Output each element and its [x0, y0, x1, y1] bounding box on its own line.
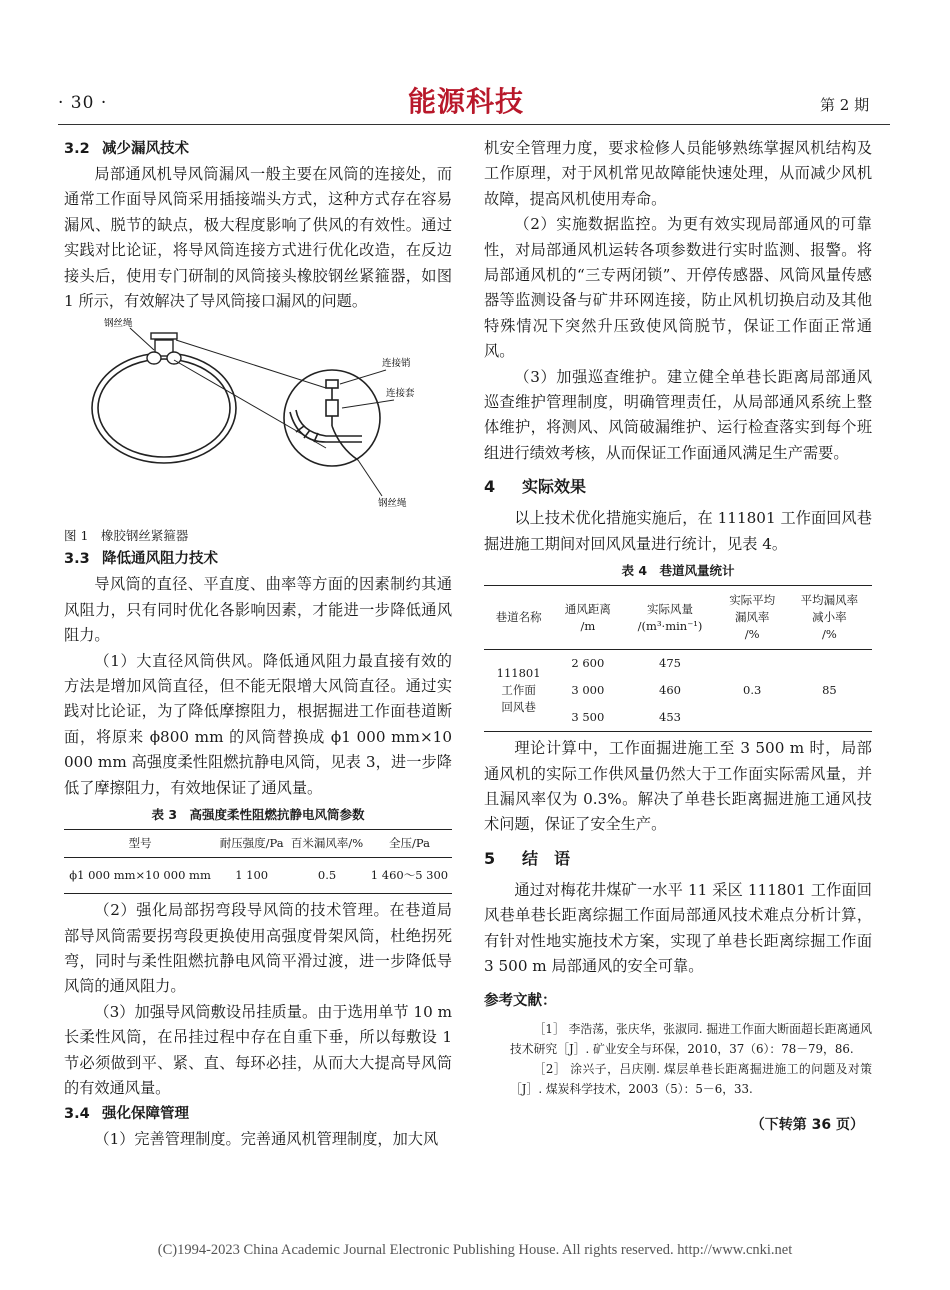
table-cell: 0.5 — [287, 858, 367, 894]
table-cell: ϕ1 000 mm×10 000 mm — [64, 858, 216, 894]
paragraph: （3）加强导风筒敷设吊挂质量。由于选用单节 10 m 长柔性风筒，在吊挂过程中存在自重下垂，所以每敷设 1 节必须做到平、紧、直、每环必挂，从而大大提高导风筒的有效通风量。 — [64, 1002, 452, 1097]
section-3-4-heading: 3.4 强化保障管理 — [64, 1106, 189, 1123]
table-4 — [484, 585, 872, 732]
figure-1 — [64, 318, 452, 526]
right-column — [484, 136, 872, 1138]
table-header: 实际风量 /(m³·min⁻¹) — [622, 586, 717, 650]
table-header: 通风距离 /m — [553, 586, 622, 650]
paragraph: 理论计算中，工作面掘进施工至 3 500 m 时，局部通风机的实际工作供风量仍然大于工作面实际需风量，并且漏风率仅为 0.3%。解决了单巷长距离掘进施工通风技术问题，保证了安全生产。 — [484, 739, 872, 834]
label-wire-rope-right: 钢丝绳 — [378, 498, 407, 510]
paragraph: 导风筒的直径、平直度、曲率等方面的因素制约其通风阻力，只有同时优化各影响因素，才能进一步降低通风阻力。 — [64, 575, 452, 645]
section-4-heading: 4 实际效果 — [484, 477, 587, 497]
table-header: 百米漏风率/% — [287, 830, 367, 858]
figure-caption: 图 1 橡胶钢丝紧箍器 — [64, 528, 189, 544]
table-cell: 2 600 — [571, 656, 605, 671]
table-cell: 1 460～5 300 — [367, 858, 452, 894]
paragraph: 通过对梅花井煤矿一水平 11 采区 111801 工作面回风巷单巷长距离综掘工作面局部通风技术难点分析计算，有针对性地实施技术方案，实现了单巷长距离综掘工作面 3 500 m 局部通风的安全可靠。 — [484, 880, 872, 975]
table-header: 型号 — [64, 830, 216, 858]
table-header: 平均漏风率 减小率 /% — [787, 586, 872, 650]
table-header: 实际平均 漏风率 /% — [718, 586, 787, 650]
paragraph: 以上技术优化措施实施后，在 111801 工作面回风巷掘进施工期间对回风风量进行统计，见表 4。 — [484, 509, 872, 553]
paragraph: 局部通风机导风筒漏风一般主要在风筒的连接处，而通常工作面导风筒采用插接端头方式，这种方式存在容易漏风、脱节的缺点，极大程度影响了供风的有效性。通过实践对比论证，将导风筒连接方式进行优化改造，在反边接头后，使用专门研制的风筒接头橡胶钢丝紧箍器，如图 1 所示，有效解决了导风筒接口漏风的问题。 — [64, 165, 452, 311]
table-cell: 1 100 — [216, 858, 287, 894]
table-cell-reduce: 85 — [787, 650, 872, 732]
section-3-3-heading: 3.3 降低通风阻力技术 — [64, 551, 218, 568]
paragraph: 机安全管理力度，要求检修人员能够熟练掌握风机结构及工作原理，对于风机常见故障能快速处理，从而减少风机故障，提高风机使用寿命。 — [484, 139, 872, 208]
label-pin: 连接销 — [382, 358, 411, 370]
table-3 — [64, 829, 452, 894]
reference-item: ［2］ 涂兴子，吕庆刚. 煤层单巷长距离掘进施工的问题及对策［J］. 煤炭科学技术，2003（5）：5－6，33. — [510, 1061, 872, 1096]
label-sleeve: 连接套 — [386, 388, 415, 400]
copyright-footer: (C)1994-2023 China Academic Journal Electronic Publishing House. All rights reserved. http://www.cnki.net — [157, 1242, 793, 1258]
section-3-2-heading: 3.2 减少漏风技术 — [64, 141, 189, 157]
table-header: 全压/Pa — [367, 830, 452, 858]
section-5-heading: 5 结 语 — [484, 848, 571, 868]
paragraph: （2）实施数据监控。为更有效实现局部通风的可靠性，对局部通风机运转各项参数进行实时监测、报警。将局部通风机的“三专两闭锁”、开停传感器、风筒风量传感器等监测设备与矿井环网连接，防止风机切换启动及其他特殊情况下突然升压致使风筒脱节，保证工作面正常通风。 — [484, 215, 872, 361]
table-header: 耐压强度/Pa — [216, 830, 287, 858]
continued-note: （下转第 36 页） — [750, 1116, 864, 1133]
paragraph: （2）强化局部拐弯段导风筒的技术管理。在巷道局部导风筒需要拐弯段更换使用高强度骨架风筒，杜绝拐死弯，同时与柔性阻燃抗静电风筒平滑过渡，进一步降低导风筒的通风阻力。 — [64, 901, 452, 996]
table-row — [64, 858, 452, 894]
paragraph: （1）完善管理制度。完善通风机管理制度，加大风 — [94, 1130, 439, 1149]
table-cell: 460 — [659, 683, 681, 698]
table-row — [484, 650, 872, 678]
reference-item: ［1］ 李浩荡，张庆华，张淑同. 掘进工作面大断面超长距离通风技术研究［J］. 矿业安全与环保，2010，37（6）：78－79，86. — [510, 1021, 872, 1056]
journal-logo: 能源科技 — [408, 85, 525, 118]
issue-number: 第 2 期 — [820, 96, 870, 114]
label-wire-rope-left: 钢丝绳 — [104, 318, 133, 330]
references-heading: 参考文献： — [484, 993, 557, 1010]
header-divider — [58, 124, 890, 125]
table-cell: 475 — [659, 656, 681, 671]
page-number: · 30 · — [58, 93, 108, 113]
table-cell-leak: 0.3 — [718, 650, 787, 732]
clamp-diagram — [64, 318, 452, 526]
left-column — [64, 136, 452, 1153]
table-cell: 3 000 — [571, 683, 605, 698]
table-cell-roadway: 111801 工作面 回风巷 — [484, 650, 553, 732]
table-4-title: 表 4 巷道风量统计 — [621, 563, 735, 579]
table-cell: 453 — [622, 704, 717, 732]
paragraph: （1）大直径风筒供风。降低通风阻力最直接有效的方法是增加风筒直径，但不能无限增大风筒直径。通过实践对比论证，为了降低摩擦阻力，根据掘进工作面巷道断面，将原来 ϕ800 mm 的风筒替换成 ϕ1 000 mm×10 000 mm 高强度柔性阻燃抗静电风筒，见表 3，进一步降低了摩擦阻力，有效地保证了通风量。 — [64, 651, 452, 797]
table-header: 巷道名称 — [484, 586, 553, 650]
table-3-title: 表 3 高强度柔性阻燃抗静电风筒参数 — [151, 807, 365, 823]
table-cell: 3 500 — [553, 704, 622, 732]
paragraph: （3）加强巡查维护。建立健全单巷长距离局部通风巡查维护管理制度，明确管理责任，从局部通风系统上整体维护，将测风、风筒破漏维护、运行检查落实到每个班组进行绩效考核，从而保证工作面通风满足生产需要。 — [484, 367, 872, 462]
